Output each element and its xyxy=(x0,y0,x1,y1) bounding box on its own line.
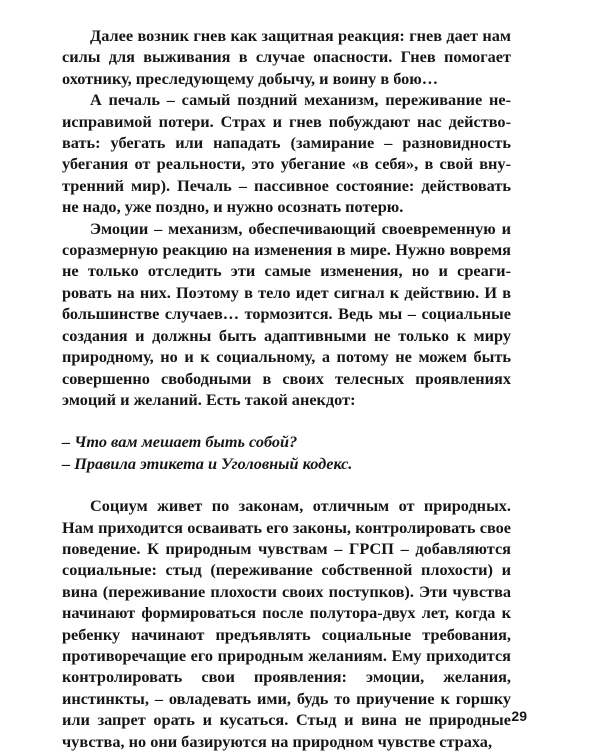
paragraph-sadness: А печаль – самый поздний механизм, переживание неисправимой потери. Страх и гнев побуждают нас действовать: убегать или нападать (замирание – разновидность убегания от реальности, это убегание «в себя», в свой внутренний мир). Печаль – пассивное состояние: действовать не надо, уже поздно, и нужно осознать потерю. xyxy=(62,90,511,217)
dialogue-question: – Что вам мешает быть собой? xyxy=(62,432,298,452)
anecdote-dialogue xyxy=(62,410,511,495)
body-text xyxy=(62,25,511,752)
paragraph-anger: Далее возник гнев как защитная реакция: гнев дает нам силы для выживания в случае опасности. Гнев помогает охотнику, преследующему добычу, и воину в бою… xyxy=(62,26,511,88)
paragraph-emotions: Эмоции – механизм, обеспечивающий своевременную и соразмерную реакцию на изменения в мире. Нужно вовремя не только отследить эти самые изменения, но и среагировать на них. Поэтому в тело идет сигнал к действию. И в большинстве случаев… тормозится. Ведь мы – социальные создания и должны быть адаптивными не только к миру природному, но и к социальному, а потому не можем быть совершенно свободными в своих телесных проявлениях эмоций и желаний. Есть такой анекдот: xyxy=(62,218,511,409)
page-number: 29 xyxy=(511,708,527,724)
paragraph-society: Социум живет по законам, отличным от природных. Нам приходится осваивать его законы, контролировать свое поведение. К природным чувствам – ГРСП – добавляются социальные: стыд (переживание собственной плохости) и вина (переживание плохости своих поступков). Эти чувства начинают формироваться после полутора-двух лет, когда к ребенку начинают предъявлять социальные требования, противоречащие его природным желаниям. Ему приходится контролировать свои проявления: эмоции, желания, инстинкты, – овладевать ими, будь то приучение к горшку или запрет орать и кусаться. Стыд и вина не природные чувства, но они базируются на природном чувстве страха, xyxy=(62,496,511,751)
dialogue-answer: – Правила этикета и Уголовный кодекс. xyxy=(62,453,353,473)
